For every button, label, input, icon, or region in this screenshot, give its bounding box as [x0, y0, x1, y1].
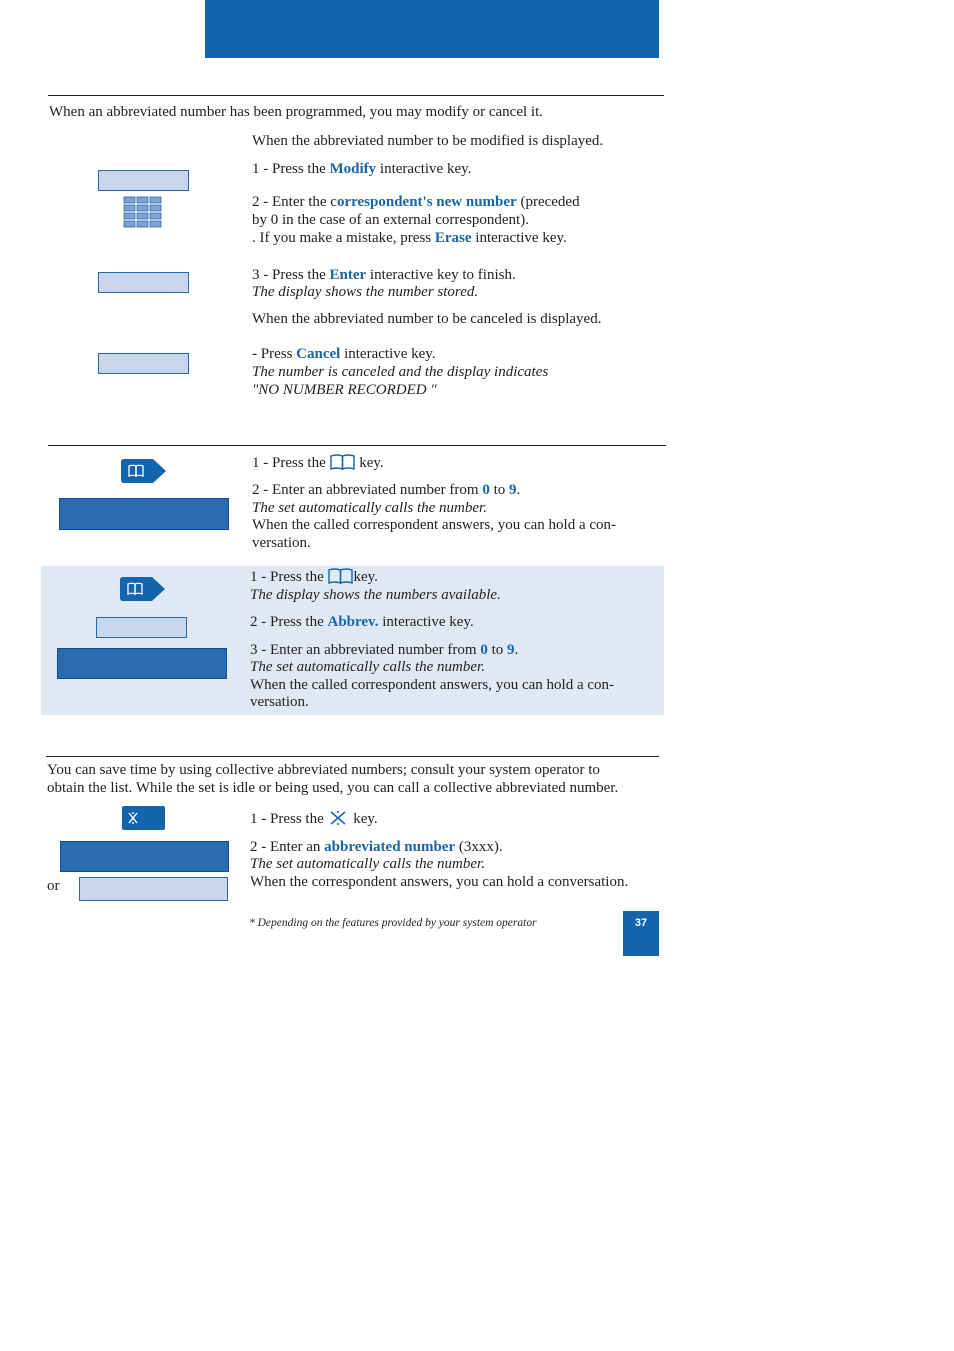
directory-b-note2: The set automatically calls the number. [250, 659, 485, 675]
directory-b-step2: 2 - Press the Abbrev. interactive key. [250, 614, 474, 630]
star-key-icon [122, 806, 165, 830]
keypad-icon [123, 196, 163, 229]
modify-step2-line3: . If you make a mistake, press Erase interactive key. [252, 230, 567, 246]
cancel-softkey[interactable] [98, 353, 189, 374]
modify-step3-note: The display shows the number stored. [252, 284, 479, 300]
star-key-icon [328, 810, 350, 826]
directory-b-line4: versation. [250, 694, 309, 710]
section1-intro: When an abbreviated number has been programmed, you may modify or cancel it. [49, 104, 543, 120]
section3-rule [46, 756, 659, 757]
modify-intro: When the abbreviated number to be modified is displayed. [252, 133, 604, 149]
section1-rule [48, 95, 664, 96]
cancel-note-1: The number is canceled and the display indicates [252, 364, 549, 380]
collective-step2: 2 - Enter an abbreviated number (3xxx). [250, 839, 503, 855]
cancel-step: - Press Cancel interactive key. [252, 346, 436, 362]
erase-key-label: Erase [434, 230, 472, 246]
directory-book-icon [330, 454, 356, 470]
modify-step2: 2 - Enter the correspondent's new number (preceded [252, 194, 580, 210]
star-key[interactable] [122, 806, 165, 830]
directory-key-a[interactable] [121, 459, 167, 483]
cancel-note-2: "NO NUMBER RECORDED " [252, 382, 437, 398]
enter-key-label: Enter [329, 267, 367, 283]
page-number-tab [623, 911, 659, 956]
directory-a-line4: versation. [252, 535, 311, 551]
alternate-softkey[interactable] [79, 877, 228, 901]
cancel-intro: When the abbreviated number to be canceled is displayed. [252, 311, 602, 327]
cancel-key-label: Cancel [296, 346, 341, 362]
abbrev-key-label: Abbrev. [327, 614, 379, 630]
section2-rule [48, 445, 666, 446]
directory-b-note: The display shows the numbers available. [250, 587, 501, 603]
directory-b-step3: 3 - Enter an abbreviated number from 0 to 9. [250, 642, 519, 658]
directory-book-icon [328, 568, 354, 584]
directory-a-step1: 1 - Press the key. [252, 455, 384, 471]
modify-step2-line2: by 0 in the case of an external correspondent). [252, 212, 529, 228]
abbrev-softkey[interactable] [96, 617, 187, 638]
modify-key-label: Modify [329, 161, 377, 177]
number-display-a [59, 498, 229, 530]
directory-b-step1: 1 - Press the key. [250, 569, 378, 585]
directory-b-line3: When the called correspondent answers, you can hold a con- [250, 677, 615, 693]
abbreviated-number-display [60, 841, 229, 872]
directory-a-step2: 2 - Enter an abbreviated number from 0 to 9. [252, 482, 521, 498]
or-label: or [47, 878, 60, 894]
collective-note: The set automatically calls the number. [250, 856, 485, 872]
modify-step3: 3 - Press the Enter interactive key to finish. [252, 267, 516, 283]
modify-step1: 1 - Press the Modify interactive key. [252, 161, 472, 177]
page-number: 37 [634, 917, 648, 929]
section3-intro-1: You can save time by using collective abbreviated numbers; consult your system operator to [47, 762, 600, 778]
directory-key-b[interactable] [120, 577, 166, 601]
directory-a-line3: When the called correspondent answers, you can hold a con- [252, 517, 617, 533]
number-display-b [57, 648, 227, 679]
footnote: * Depending on the features provided by your system operator [249, 917, 537, 929]
collective-step1: 1 - Press the key. [250, 811, 378, 827]
header-banner [205, 0, 659, 58]
section3-intro-2: obtain the list. While the set is idle or being used, you can call a collective abbreviated number. [47, 780, 619, 796]
collective-line3: When the correspondent answers, you can hold a conversation. [250, 874, 629, 890]
modify-softkey[interactable] [98, 170, 189, 191]
enter-softkey[interactable] [98, 272, 189, 293]
directory-a-note: The set automatically calls the number. [252, 500, 487, 516]
